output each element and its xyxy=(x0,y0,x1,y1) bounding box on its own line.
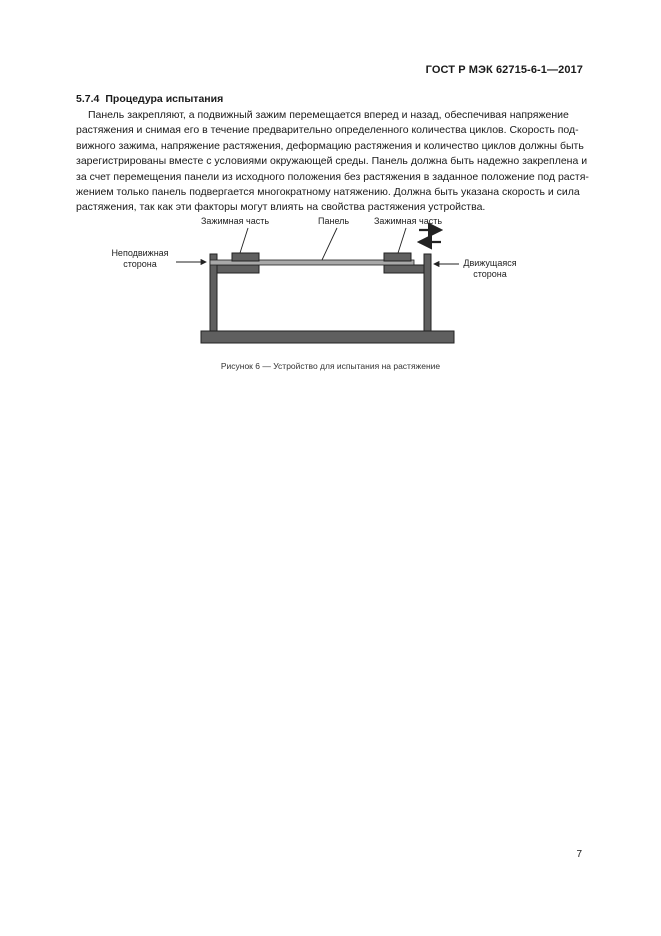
leader-clamp-left xyxy=(240,228,248,253)
leader-clamp-right xyxy=(398,228,406,253)
label-clamp-left: Зажимная часть xyxy=(201,216,270,226)
panel-strip xyxy=(210,260,414,265)
paragraph-line: Панель закрепляют, а подвижный зажим перемещается вперед и назад, обеспечивая напряжение xyxy=(88,109,569,121)
label-clamp-right: Зажимная часть xyxy=(374,216,443,226)
label-moving-side-line2: сторона xyxy=(473,268,507,279)
paragraph-line: растяжения и снимая его в течение предварительно определенного количества циклов. Скорость под- xyxy=(76,124,579,137)
leader-panel xyxy=(322,228,337,260)
left-upper-clamp xyxy=(232,253,259,261)
section-number: 5.7.4 xyxy=(76,93,100,105)
body-paragraph xyxy=(76,108,589,216)
right-upper-clamp xyxy=(384,253,411,261)
right-lower-clamp xyxy=(384,265,424,273)
section-title xyxy=(76,93,223,105)
label-fixed-side-line2: сторона xyxy=(123,258,157,269)
page-number: 7 xyxy=(576,849,582,860)
left-lower-clamp xyxy=(217,265,259,273)
paragraph-line: зарегистрированы вместе с условиями окружающей среды. Панель должна быть надежно закреплена и xyxy=(76,155,588,168)
label-fixed-side-line1: Неподвижная xyxy=(111,248,169,258)
section-title-text: Процедура испытания xyxy=(105,93,224,105)
paragraph-line: жением только панель подвергается многократному натяжению. Должна быть указана скорость и сила xyxy=(76,186,580,199)
paragraph-line: за счет перемещения панели из исходного положения без растяжения в заданное положение под растя- xyxy=(76,170,589,183)
figure-caption: Рисунок 6 — Устройство для испытания на растяжение xyxy=(220,361,441,371)
fixed-post xyxy=(210,254,217,331)
label-moving-side xyxy=(455,258,525,279)
base-plate xyxy=(201,331,454,343)
moving-post xyxy=(424,254,431,331)
label-panel: Панель xyxy=(318,216,350,226)
paragraph-line: растяжения, так как эти факторы могут влиять на свойства растяжения устройства. xyxy=(76,201,486,214)
label-moving-side-line1: Движущаяся xyxy=(463,258,517,268)
label-fixed-side xyxy=(104,248,176,269)
document-header: ГОСТ Р МЭК 62715-6-1—2017 xyxy=(425,64,583,76)
paragraph-line: вижного зажима, напряжение растяжения, деформацию растяжения и количество циклов должны быть xyxy=(76,139,584,152)
